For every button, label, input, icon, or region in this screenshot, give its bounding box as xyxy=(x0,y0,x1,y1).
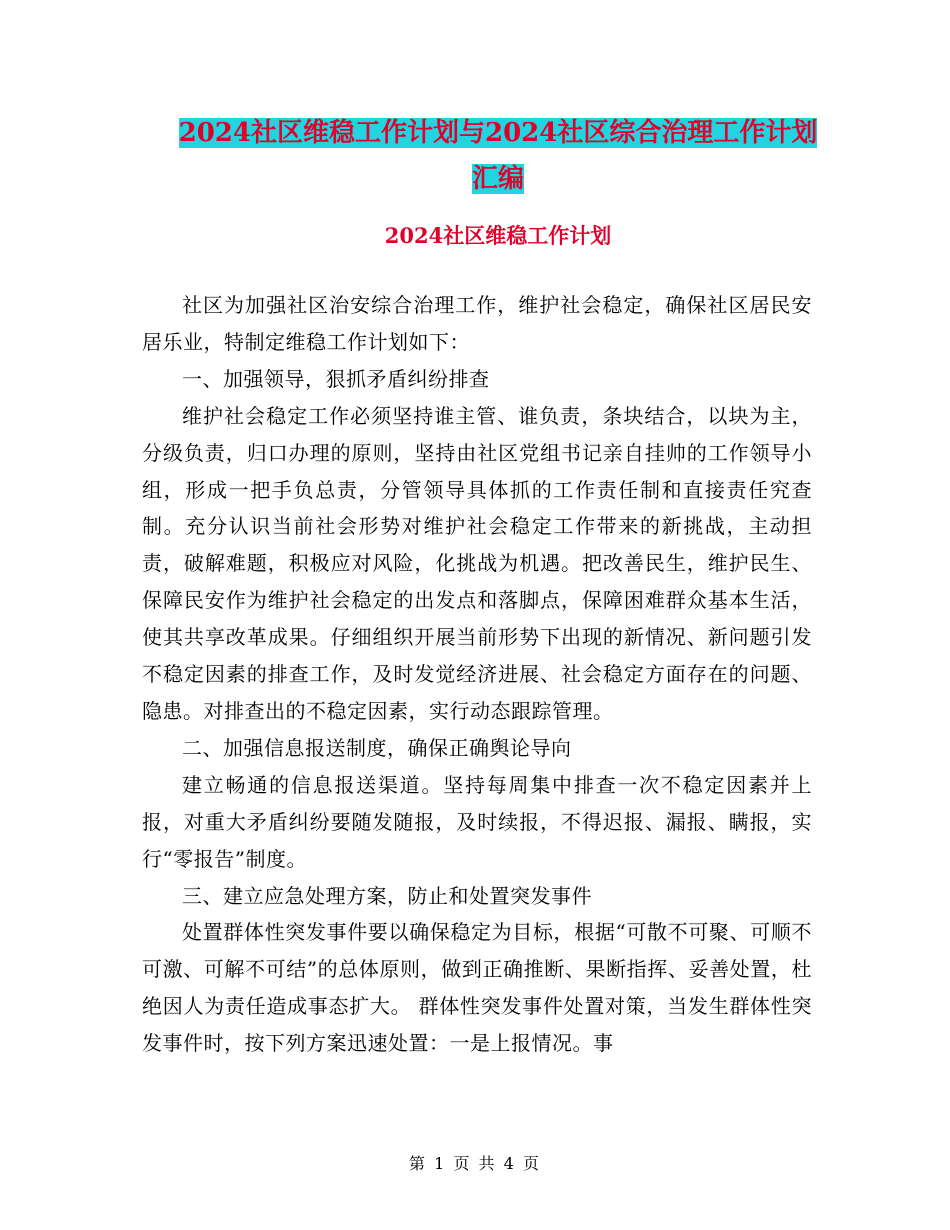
title-line-1: 2024社区维稳工作计划与2024社区综合治理工作计划 xyxy=(178,118,818,148)
footer-current-page: 1 xyxy=(434,1154,447,1173)
footer-total-pages: 4 xyxy=(503,1154,516,1173)
footer-label-page: 第 xyxy=(409,1154,428,1173)
heading-3: 三、建立应急处理方案，防止和处置突发事件 xyxy=(182,883,592,908)
page-footer xyxy=(0,1152,950,1176)
footer-label-unit2: 页 xyxy=(522,1154,541,1173)
title-line-2: 汇编 xyxy=(471,164,524,194)
paragraph-1: 维护社会稳定工作必须坚持谁主管、谁负责，条块结合，以块为主，分级负责，归口办理的原则，坚持由社区党组书记亲自挂帅的工作领导小组，形成一把手负总责，分管领导具体抓的工作责任制和直接责任究查制。充分认识当前社会形势对维护社会稳定工作带来的新挑战，主动担责，破解难题，积极应对风险，化挑战为机遇。把改善民生，维护民生、保障民安作为维护社会稳定的出发点和落脚点，保障困难群众基本生活，使其共享改革成果。仔细组织开展当前形势下出现的新情况、新问题引发不稳定因素的排查工作，及时发觉经济进展、社会稳定方面存在的问题、隐患。对排查出的不稳定因素，实行动态跟踪管理。 xyxy=(142,403,812,723)
section-title: 2024社区维稳工作计划 xyxy=(384,223,612,248)
heading-2: 二、加强信息报送制度，确保正确舆论导向 xyxy=(182,735,572,760)
paragraph-2: 建立畅通的信息报送渠道。坚持每周集中排查一次不稳定因素并上报，对重大矛盾纠纷要随发随报，及时续报，不得迟报、漏报、瞒报，实行“零报告”制度。 xyxy=(142,772,812,871)
paragraph-3: 处置群体性突发事件要以确保稳定为目标，根据“可散不可聚、可顺不可激、可解不可结”的总体原则，做到正确推断、果断指挥、妥善处置，杜绝因人为责任造成事态扩大。 群体性突发事件处置对策，当发生群体性突发事件时，按下列方案迅速处置：一是上报情况。事 xyxy=(142,920,812,1056)
heading-1: 一、加强领导，狠抓矛盾纠纷排查 xyxy=(182,366,490,391)
document-title xyxy=(142,110,854,202)
paragraph-intro: 社区为加强社区治安综合治理工作，维护社会稳定，确保社区居民安居乐业，特制定维稳工作计划如下： xyxy=(142,293,812,354)
footer-label-unit: 页 xyxy=(453,1154,472,1173)
document-body xyxy=(142,287,812,1062)
footer-label-total: 共 xyxy=(478,1154,497,1173)
